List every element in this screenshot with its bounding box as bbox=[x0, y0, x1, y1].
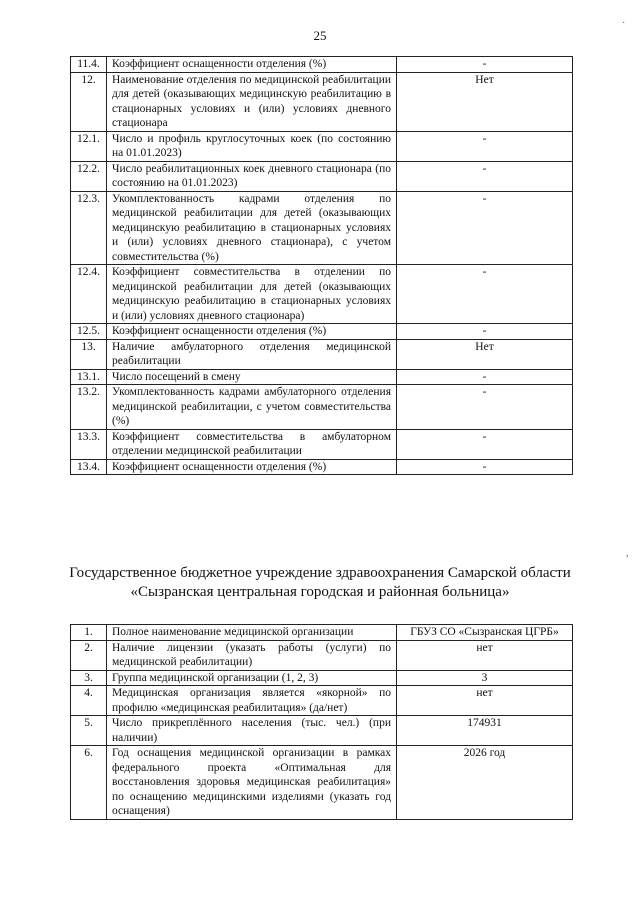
table-row bbox=[71, 670, 573, 686]
row-value: - bbox=[397, 131, 573, 161]
row-number: 12.4. bbox=[71, 265, 107, 324]
row-description: Число реабилитационных коек дневного стационара (по состоянию на 01.01.2023) bbox=[107, 161, 397, 191]
table-row bbox=[71, 385, 573, 430]
row-number: 3. bbox=[71, 670, 107, 686]
row-description: Укомплектованность кадрами амбулаторного отделения медицинской реабилитации, с учетом совместительства (%) bbox=[107, 385, 397, 430]
row-number: 13.3. bbox=[71, 429, 107, 459]
row-number: 12.5. bbox=[71, 324, 107, 340]
row-description: Год оснащения медицинской организации в рамках федерального проекта «Оптимальная для восстановления здоровья медицинская реабилитация» по оснащению медицинскими изделиями (указать год оснащения) bbox=[107, 746, 397, 820]
row-description: Наличие амбулаторного отделения медицинской реабилитации bbox=[107, 339, 397, 369]
row-description: Коэффициент оснащенности отделения (%) bbox=[107, 324, 397, 340]
table-row bbox=[71, 339, 573, 369]
row-number: 11.4. bbox=[71, 57, 107, 73]
rehabilitation-indicators-table bbox=[70, 56, 573, 475]
table-row bbox=[71, 640, 573, 670]
row-value: Нет bbox=[397, 72, 573, 131]
row-description: Коэффициент оснащенности отделения (%) bbox=[107, 57, 397, 73]
row-number: 12.2. bbox=[71, 161, 107, 191]
table-row bbox=[71, 625, 573, 641]
row-value: нет bbox=[397, 686, 573, 716]
row-number: 12.3. bbox=[71, 191, 107, 265]
page-number: 25 bbox=[313, 28, 327, 43]
table-row bbox=[71, 459, 573, 475]
row-value: - bbox=[397, 191, 573, 265]
row-description: Медицинская организация является «якорной» по профилю «медицинская реабилитация» (да/нет) bbox=[107, 686, 397, 716]
table-row bbox=[71, 131, 573, 161]
row-value: 3 bbox=[397, 670, 573, 686]
row-description: Наименование отделения по медицинской реабилитации для детей (оказывающих медицинскую реабилитацию в стационарных условиях и (или) условиях дневного стационара bbox=[107, 72, 397, 131]
row-description: Полное наименование медицинской организации bbox=[107, 625, 397, 641]
row-value: 2026 год bbox=[397, 746, 573, 820]
row-description: Коэффициент оснащенности отделения (%) bbox=[107, 459, 397, 475]
row-description: Число и профиль круглосуточных коек (по состоянию на 01.01.2023) bbox=[107, 131, 397, 161]
row-value: - bbox=[397, 385, 573, 430]
organization-heading: Государственное бюджетное учреждение здравоохранения Самарской области «Сызранская центральная городская и районная больница» bbox=[69, 565, 571, 600]
row-number: 2. bbox=[71, 640, 107, 670]
row-description: Число прикреплённого населения (тыс. чел.) (при наличии) bbox=[107, 716, 397, 746]
table-row bbox=[71, 72, 573, 131]
row-number: 4. bbox=[71, 686, 107, 716]
scan-speck: · bbox=[622, 18, 626, 29]
table-row bbox=[71, 161, 573, 191]
row-value: 174931 bbox=[397, 716, 573, 746]
table-row bbox=[71, 746, 573, 820]
row-number: 1. bbox=[71, 625, 107, 641]
table-row bbox=[71, 191, 573, 265]
row-value: - bbox=[397, 369, 573, 385]
row-number: 13.4. bbox=[71, 459, 107, 475]
row-number: 12. bbox=[71, 72, 107, 131]
row-description: Укомплектованность кадрами отделения по медицинской реабилитации для детей (оказывающих медицинскую реабилитацию в стационарных условиях и (или) условиях дневного стационара), с учетом совместительства (%) bbox=[107, 191, 397, 265]
row-description: Наличие лицензии (указать работы (услуги) по медицинской реабилитации) bbox=[107, 640, 397, 670]
table-row bbox=[71, 716, 573, 746]
table-row bbox=[71, 265, 573, 324]
row-value: - bbox=[397, 429, 573, 459]
table-row bbox=[71, 369, 573, 385]
row-value: - bbox=[397, 265, 573, 324]
scan-speck: , bbox=[626, 548, 629, 559]
row-description: Коэффициент совместительства в отделении по медицинской реабилитации для детей (оказывающих медицинскую реабилитацию в стационарных условиях и (или) условиях дневного стационара) bbox=[107, 265, 397, 324]
row-value: нет bbox=[397, 640, 573, 670]
row-value: - bbox=[397, 459, 573, 475]
row-description: Число посещений в смену bbox=[107, 369, 397, 385]
row-value: Нет bbox=[397, 339, 573, 369]
table-row bbox=[71, 324, 573, 340]
row-value: - bbox=[397, 161, 573, 191]
row-value: ГБУЗ СО «Сызранская ЦГРБ» bbox=[397, 625, 573, 641]
row-number: 13.2. bbox=[71, 385, 107, 430]
row-description: Коэффициент совместительства в амбулаторном отделении медицинской реабилитации bbox=[107, 429, 397, 459]
row-number: 12.1. bbox=[71, 131, 107, 161]
row-number: 13.1. bbox=[71, 369, 107, 385]
row-value: - bbox=[397, 324, 573, 340]
row-number: 5. bbox=[71, 716, 107, 746]
table-row bbox=[71, 57, 573, 73]
row-number: 13. bbox=[71, 339, 107, 369]
row-value: - bbox=[397, 57, 573, 73]
table-row bbox=[71, 686, 573, 716]
row-number: 6. bbox=[71, 746, 107, 820]
organization-info-table bbox=[70, 624, 573, 820]
row-description: Группа медицинской организации (1, 2, 3) bbox=[107, 670, 397, 686]
table-row bbox=[71, 429, 573, 459]
